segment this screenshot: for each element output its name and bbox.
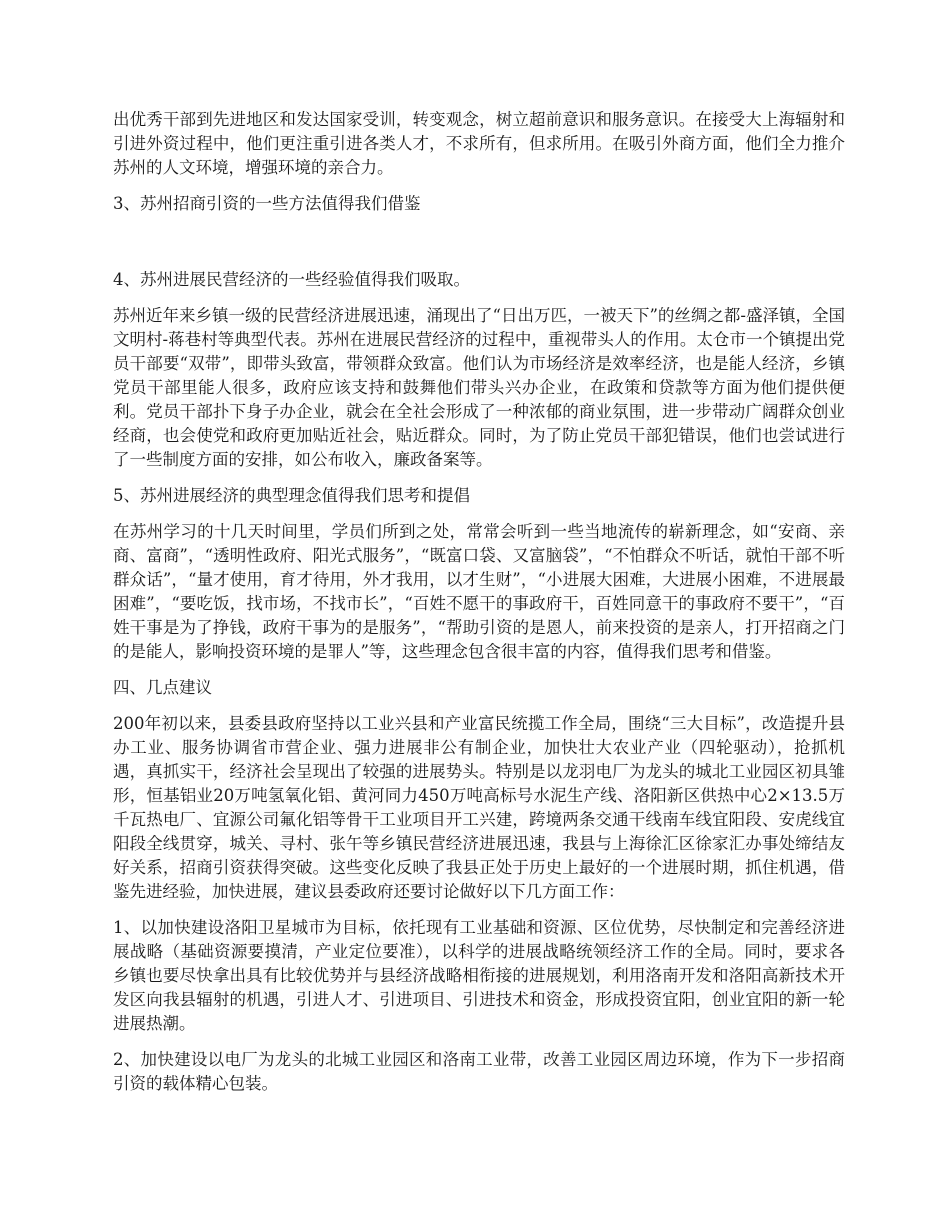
heading-investment-methods: 3、苏州招商引资的一些方法值得我们借鉴 bbox=[113, 194, 421, 213]
paragraph-private-economy: 苏州近年来乡镇一级的民营经济进展迅速，涌现出了“日出万匹，一被天下”的丝绸之都-盛泽镇，全国文明村-蒋巷村等典型代表。苏州在进展民营经济的过程中，重视带头人的作用。太仓市一个镇提出党员干部要“双带”，即带头致富，带领群众致富。他们认为市场经济是效率经济，也是能人经济，乡镇党员干部里能人很多，政府应该支持和鼓舞他们带头兴办企业，在政策和贷款等方面为他们提供便利。党员干部扑下身子办企业，就会在全社会形成了一种浓郁的商业氛围，进一步带动广阔群众创业经商，也会使党和政府更加贴近社会，贴近群众。同时，为了防止党员干部犯错误，他们也尝试进行了一些制度方面的安排，如公布收入，廉政备案等。 bbox=[113, 306, 845, 469]
spacer bbox=[113, 292, 845, 304]
spacer bbox=[113, 508, 845, 520]
paragraph-suggestion-1: 1、以加快建设洛阳卫星城市为目标，依托现有工业基础和资源、区位优势，尽快制定和完善经济进展战略（基础资源要摸清，产业定位要准），以科学的进展战略统领经济工作的全局。同时，要求各乡镇也要尽快拿出具有比较优势并与县经济战略相衔接的进展规划，利用洛南开发和洛阳高新技术开发区向我县辐射的机遇，引进人才、引进项目、引进技术和资金，形成投资宜阳，创业宜阳的新一轮进展热潮。 bbox=[113, 918, 845, 1033]
heading-private-economy: 4、苏州进展民营经济的一些经验值得我们吸取。 bbox=[113, 270, 470, 289]
spacer bbox=[113, 904, 845, 916]
paragraph-suggestion-2: 2、加快建设以电厂为龙头的北城工业园区和洛南工业带，改善工业园区周边环境，作为下一步招商引资的载体精心包装。 bbox=[113, 1050, 845, 1093]
paragraph-typical-ideas: 在苏州学习的十几天时间里，学员们所到之处，常常会听到一些当地流传的崭新理念，如“安商、亲商、富商”，“透明性政府、阳光式服务”，“既富口袋、又富脑袋”，“不怕群众不听话，就怕干部不听群众话”，“量才使用，育才待用，外才我用，以才生财”，“小进展大困难，大进展小困难，不进展最困难”，“要吃饭，找市场，不找市长”，“百姓不愿干的事政府干，百姓同意干的事政府不要干”，“百姓干事是为了挣钱，政府干事为的是服务”，“帮助引资的是恩人，前来投资的是亲人，打开招商之门的是能人，影响投资环境的是罪人”等，这些理念包含很丰富的内容，值得我们思考和借鉴。 bbox=[113, 522, 845, 661]
spacer bbox=[113, 216, 845, 268]
heading-suggestions: 四、几点建议 bbox=[113, 678, 212, 697]
spacer bbox=[113, 700, 845, 712]
paragraph-cadre-training: 出优秀干部到先进地区和发达国家受训，转变观念，树立超前意识和服务意识。在接受大上海辐射和引进外资过程中，他们更注重引进各类人才，不求所有，但求所用。在吸引外商方面，他们全力推介苏州的人文环境，增强环境的亲合力。 bbox=[113, 110, 845, 177]
paragraph-county-overview: 200年初以来，县委县政府坚持以工业兴县和产业富民统揽工作全局，围绕“三大目标”，改造提升县办工业、服务协调省市营企业、强力进展非公有制企业，加快壮大农业产业（四轮驱动），抢抓机遇，真抓实干，经济社会呈现出了较强的进展势头。特别是以龙羽电厂为龙头的城北工业园区初具雏形，恒基铝业20万吨氢氧化铝、黄河同力450万吨高标号水泥生产线、洛阳新区供热中心2×13.5万千瓦热电厂、宜源公司氟化铝等骨干工业项目开工兴建，跨境两条交通干线南车线宜阳段、安虎线宜阳段全线贯穿，城关、寻村、张午等乡镇民营经济进展迅速，我县与上海徐汇区徐家汇办事处缔结友好关系，招商引资获得突破。这些变化反映了我县正处于历史上最好的一个进展时期，抓住机遇，借鉴先进经验，加快进展，建议县委政府还要讨论做好以下几方面工作： bbox=[113, 714, 845, 901]
spacer bbox=[113, 664, 845, 676]
document-body bbox=[113, 108, 845, 1096]
heading-typical-ideas: 5、苏州进展经济的典型理念值得我们思考和提倡 bbox=[113, 486, 470, 505]
spacer bbox=[113, 180, 845, 192]
spacer bbox=[113, 472, 845, 484]
spacer bbox=[113, 1036, 845, 1048]
